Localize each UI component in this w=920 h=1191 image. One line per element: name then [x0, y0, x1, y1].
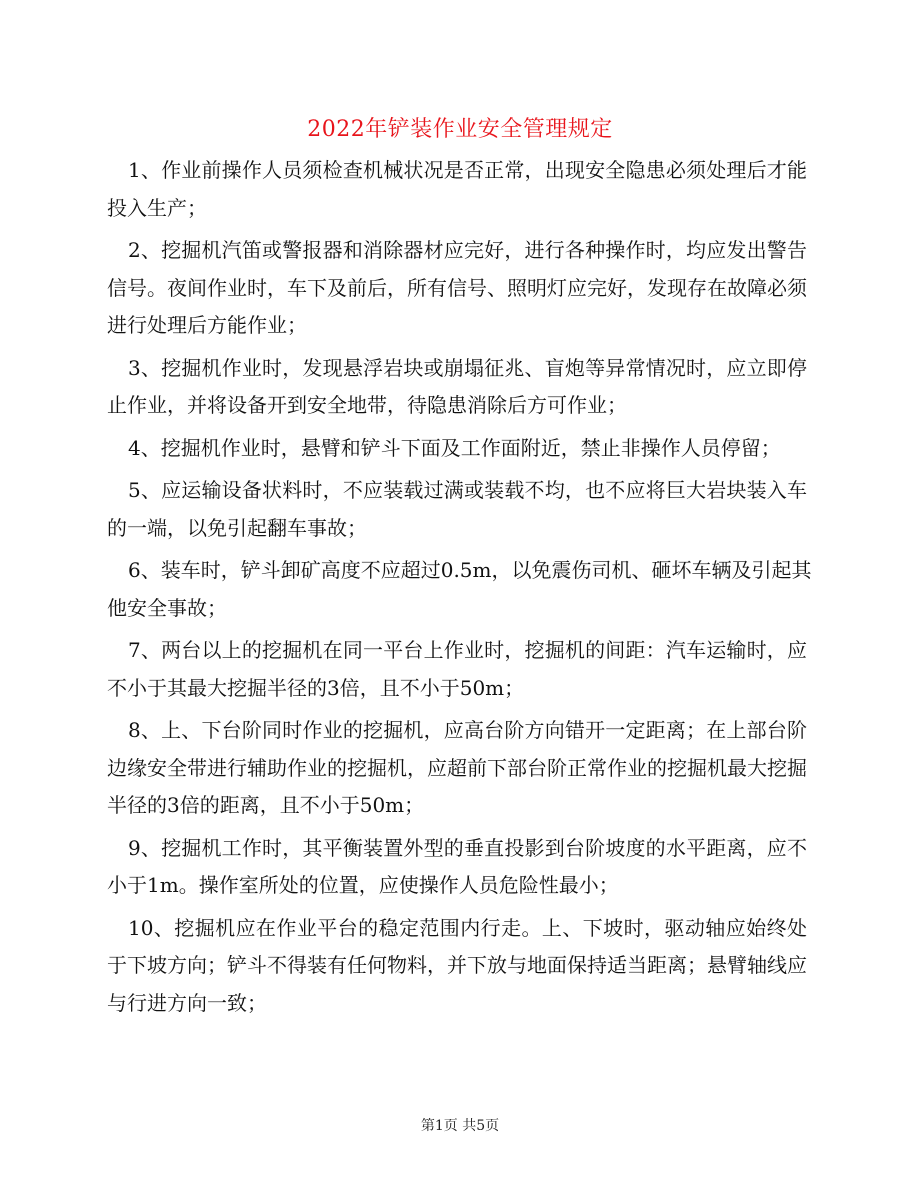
rule-paragraph [107, 830, 807, 905]
paragraph-line: 不小于其最大挖掘半径的3倍，且不小于50m； [107, 675, 525, 700]
document-title: 2022年铲装作业安全管理规定 [307, 117, 613, 142]
rule-paragraph [107, 552, 812, 627]
rule-paragraph [107, 152, 807, 227]
paragraph-line: 进行处理后方能作业； [107, 313, 307, 337]
paragraph-line: 边缘安全带进行辅助作业的挖掘机，应超前下部台阶正常作业的挖掘机最大挖掘 [107, 755, 807, 780]
paragraph-line: 信号。夜间作业时，车下及前后，所有信号、照明灯应完好，发现存在故障必须 [107, 275, 807, 300]
paragraph-line: 3、挖掘机作业时，发现悬浮岩块或崩塌征兆、盲炮等异常情况时，应立即停 [128, 355, 807, 380]
paragraph-line: 与行进方向一致； [107, 990, 267, 1015]
paragraph-line: 2、挖掘机汽笛或警报器和消除器材应完好，进行各种操作时，均应发出警告 [128, 238, 807, 262]
rule-paragraph [107, 910, 807, 1023]
paragraph-line: 的一端，以免引起翻车事故； [107, 515, 367, 540]
rule-paragraph [107, 430, 807, 468]
page-number: 第1页 共5页 [420, 1118, 500, 1134]
paragraph-line: 10、挖掘机应在作业平台的稳定范围内行走。上、下坡时，驱动轴应始终处 [128, 915, 807, 940]
paragraph-line: 6、装车时，铲斗卸矿高度不应超过0.5m，以免震伤司机、砸坏车辆及引起其 [128, 558, 812, 582]
rule-paragraph [107, 472, 807, 547]
paragraph-line: 8、上、下台阶同时作业的挖掘机，应高台阶方向错开一定距离；在上部台阶 [128, 718, 807, 742]
paragraph-line: 半径的3倍的距离，且不小于50m； [107, 793, 425, 817]
paragraph-line: 小于1m。操作室所处的位置，应使操作人员危险性最小； [107, 873, 619, 897]
rule-paragraph [107, 350, 807, 425]
rule-paragraph [107, 232, 807, 345]
paragraph-line: 4、挖掘机作业时，悬臂和铲斗下面及工作面附近，禁止非操作人员停留； [128, 435, 781, 460]
rule-paragraph [107, 712, 807, 825]
document-body [107, 152, 812, 1027]
paragraph-line: 止作业，并将设备开到安全地带，待隐患消除后方可作业； [107, 393, 627, 417]
paragraph-line: 9、挖掘机工作时，其平衡装置外型的垂直投影到台阶坡度的水平距离，应不 [128, 835, 807, 860]
paragraph-line: 1、作业前操作人员须检查机械状况是否正常，出现安全隐患必须处理后才能 [128, 158, 807, 182]
paragraph-line: 7、两台以上的挖掘机在同一平台上作业时，挖掘机的间距：汽车运输时，应 [128, 638, 807, 662]
paragraph-line: 于下坡方向；铲斗不得装有任何物料，并下放与地面保持适当距离；悬臂轴线应 [107, 953, 807, 977]
paragraph-line: 5、应运输设备状料时，不应装载过满或装载不均，也不应将巨大岩块装入车 [128, 478, 807, 502]
paragraph-line: 他安全事故； [107, 595, 227, 620]
rule-paragraph [107, 632, 807, 707]
paragraph-line: 投入生产； [107, 195, 207, 220]
